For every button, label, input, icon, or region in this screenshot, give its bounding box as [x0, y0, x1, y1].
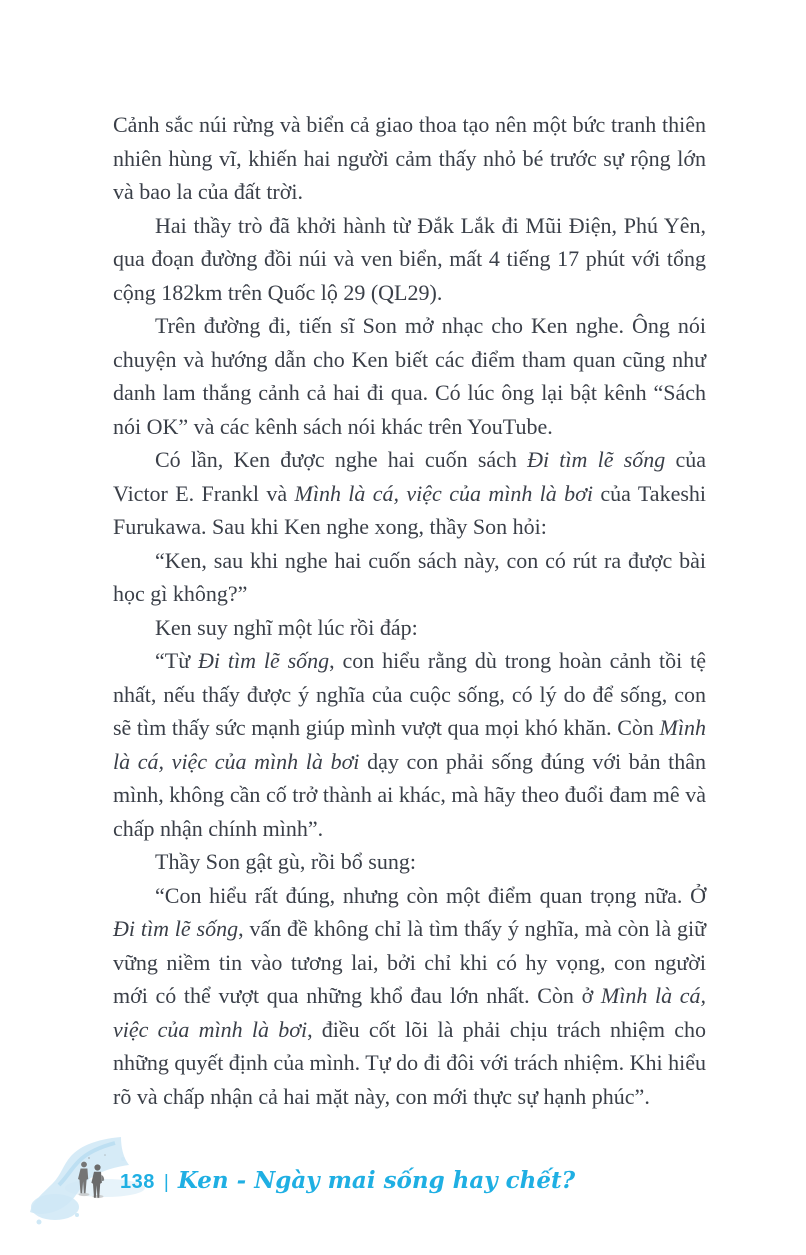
paragraph — [113, 209, 706, 310]
book-title-italic: Mình là cá, việc của mình là bơi — [113, 983, 706, 1042]
text-run: “Ken, sau khi nghe hai cuốn sách này, con có rút ra được bài học gì không?” — [113, 547, 706, 606]
book-title-italic: Mình là cá, việc của mình là bơi — [113, 715, 706, 774]
text-run: của Victor E. Frankl và — [113, 447, 706, 506]
text-run: Trên đường đi, tiến sĩ Son mở nhạc cho Ken nghe. Ông nói chuyện và hướng dẫn cho Ken biết các điểm tham quan cũng như danh lam thắng cảnh cả hai đi qua. Có lúc ông lại bật kênh “Sách nói OK” và các kênh sách nói khác trên YouTube. — [113, 313, 706, 439]
text-run: , vấn đề không chỉ là tìm thấy ý nghĩa, mà còn là giữ vững niềm tin vào tương lai, bởi chỉ khi có hy vọng, con người mới có thể vượt qua những khổ đau lớn nhất. Còn ở — [113, 916, 706, 1008]
page-text — [113, 108, 706, 1113]
text-run: , điều cốt lõi là phải chịu trách nhiệm cho những quyết định của mình. Tự do đi đôi với trách nhiệm. Khi hiểu rõ và chấp nhận cả hai mặt này, con mới thực sự hạnh phúc”. — [113, 1016, 706, 1109]
text-run: , con hiểu rằng dù trong hoàn cảnh tồi tệ nhất, nếu thấy được ý nghĩa của cuộc sống, có lý do để sống, con sẽ tìm thấy sức mạnh giúp mình vượt qua mọi khó khăn. Còn — [113, 648, 706, 740]
text-run: Thầy Son gật gù, rồi bổ sung: — [155, 849, 416, 874]
book-title-italic: Mình là cá, việc của mình là bơi — [294, 480, 594, 506]
footer-book-title: Ken - Ngày mai sống hay chết? — [177, 1167, 576, 1194]
page-footer — [0, 1125, 806, 1255]
text-run: Hai thầy trò đã khởi hành từ Đắk Lắk đi Mũi Điện, Phú Yên, qua đoạn đường đồi núi và ven biển, mất 4 tiếng 17 phút với tổng cộng 182km trên Quốc lộ 29 (QL29). — [113, 212, 706, 305]
book-title-italic: Đi tìm lẽ sống — [527, 447, 666, 472]
text-run: Cảnh sắc núi rừng và biển cả giao thoa tạo nên một bức tranh thiên nhiên hùng vĩ, khiến hai người cảm thấy nhỏ bé trước sự rộng lớn và bao la của đất trời. — [113, 112, 706, 204]
text-run: của Takeshi Furukawa. Sau khi Ken nghe xong, thầy Son hỏi: — [113, 480, 707, 539]
paragraph — [113, 879, 706, 1114]
text-run: Có lần, Ken được nghe hai cuốn sách — [155, 447, 528, 472]
paragraph — [113, 544, 706, 611]
text-run: dạy con phải sống đúng với bản thân mình, không cần cố trở thành ai khác, mà hãy theo đuổi đam mê và chấp nhận chính mình”. — [113, 748, 707, 841]
text-run: “Con hiểu rất đúng, nhưng còn một điểm quan trọng nữa. Ở — [155, 882, 706, 908]
paragraph — [113, 845, 706, 879]
page-number: 138 — [120, 1171, 155, 1193]
book-title-italic: Đi tìm lẽ sống — [113, 916, 239, 941]
text-run: Ken suy nghĩ một lúc rồi đáp: — [155, 614, 418, 640]
paragraph — [113, 644, 706, 845]
footer-separator: | — [163, 1172, 169, 1193]
paragraph — [113, 443, 706, 544]
footer-line — [120, 1167, 575, 1194]
text-run: “Từ — [155, 648, 198, 673]
paragraph — [113, 309, 706, 443]
paragraph — [113, 611, 706, 645]
book-title-italic: Đi tìm lẽ sống — [198, 648, 330, 673]
paragraph — [113, 108, 706, 209]
